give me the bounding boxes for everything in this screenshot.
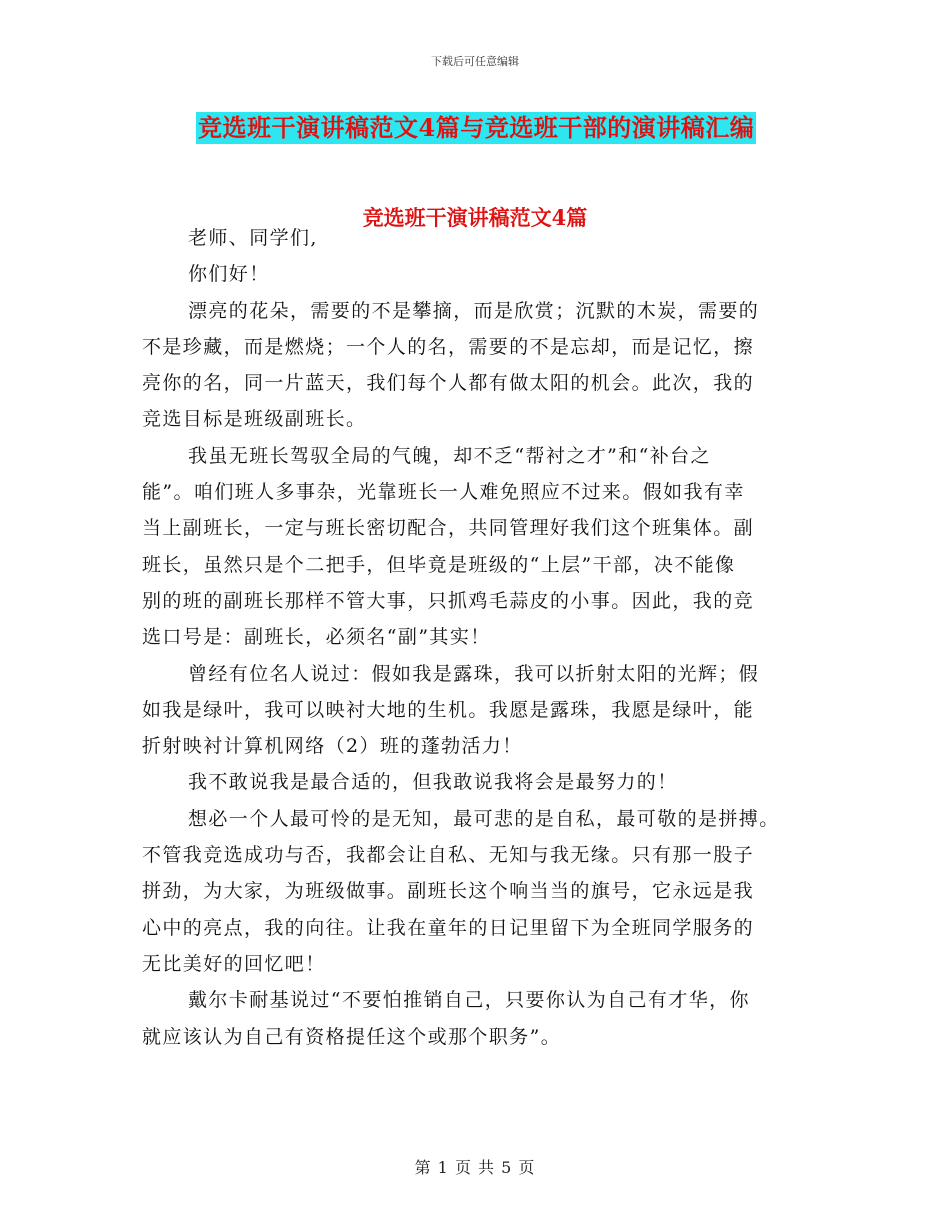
- text-line: 你们好！: [188, 263, 270, 286]
- section-title: 竞选班干演讲稿范文4篇: [362, 205, 588, 230]
- text-line: 班长，虽然只是个二把手，但毕竟是班级的“上层”干部，决不能像: [142, 553, 736, 576]
- text-line: 就应该认为自己有资格提任这个或那个职务”。: [142, 1025, 562, 1048]
- text-line: 亮你的名，同一片蓝天，我们每个人都有做太阳的机会。此次，我的: [142, 372, 755, 395]
- text-line: 折射映衬计算机网络（2）班的蓬勃活力！: [142, 735, 523, 758]
- text-line: 能”。咱们班人多事杂，光靠班长一人难免照应不过来。假如我有幸: [142, 481, 745, 504]
- text-line: 想必一个人最可怜的是无知，最可悲的是自私，最可敬的是拼搏。: [188, 807, 780, 830]
- page-footer: 第 1 页 共 5 页: [414, 1158, 536, 1177]
- document-title: 竞选班干演讲稿范文4篇与竞选班干部的演讲稿汇编: [198, 113, 755, 142]
- text-line: 不管我竞选成功与否，我都会让自私、无知与我无缘。只有那一股子: [142, 844, 755, 867]
- text-line: 我不敢说我是最合适的，但我敢说我将会是最努力的！: [188, 771, 678, 794]
- header-note: 下载后可任意编辑: [431, 55, 519, 68]
- text-line: 别的班的副班长那样不管大事，只抓鸡毛蒜皮的小事。因此，我的竞: [142, 589, 755, 612]
- text-line: 老师、同学们,: [188, 227, 318, 249]
- text-line: 漂亮的花朵，需要的不是攀摘，而是欣赏；沉默的木炭，需要的: [188, 299, 760, 322]
- text-line: 我虽无班长驾驭全局的气魄，却不乏“帮衬之才”和“补台之: [188, 444, 711, 467]
- text-line: 戴尔卡耐基说过“不要怕推销自己，只要你认为自己有才华，你: [188, 989, 750, 1012]
- text-line: 当上副班长，一定与班长密切配合，共同管理好我们这个班集体。副: [142, 517, 755, 540]
- text-line: 心中的亮点，我的向往。让我在童年的日记里留下为全班同学服务的: [142, 916, 755, 939]
- text-line: 不是珍藏，而是燃烧；一个人的名，需要的不是忘却，而是记忆，擦: [142, 335, 755, 358]
- text-line: 拼劲，为大家，为班级做事。副班长这个响当当的旗号，它永远是我: [142, 880, 755, 903]
- text-line: 无比美好的回忆吧！: [142, 952, 326, 975]
- body-text: [142, 220, 808, 1055]
- text-line: 如我是绿叶，我可以映衬大地的生机。我愿是露珠，我愿是绿叶，能: [142, 698, 755, 721]
- text-line: 竞选目标是班级副班长。: [142, 408, 367, 431]
- text-line: 曾经有位名人说过：假如我是露珠，我可以折射太阳的光辉；假: [188, 662, 760, 685]
- text-line: 选口号是：副班长，必须名“副”其实！: [142, 626, 491, 649]
